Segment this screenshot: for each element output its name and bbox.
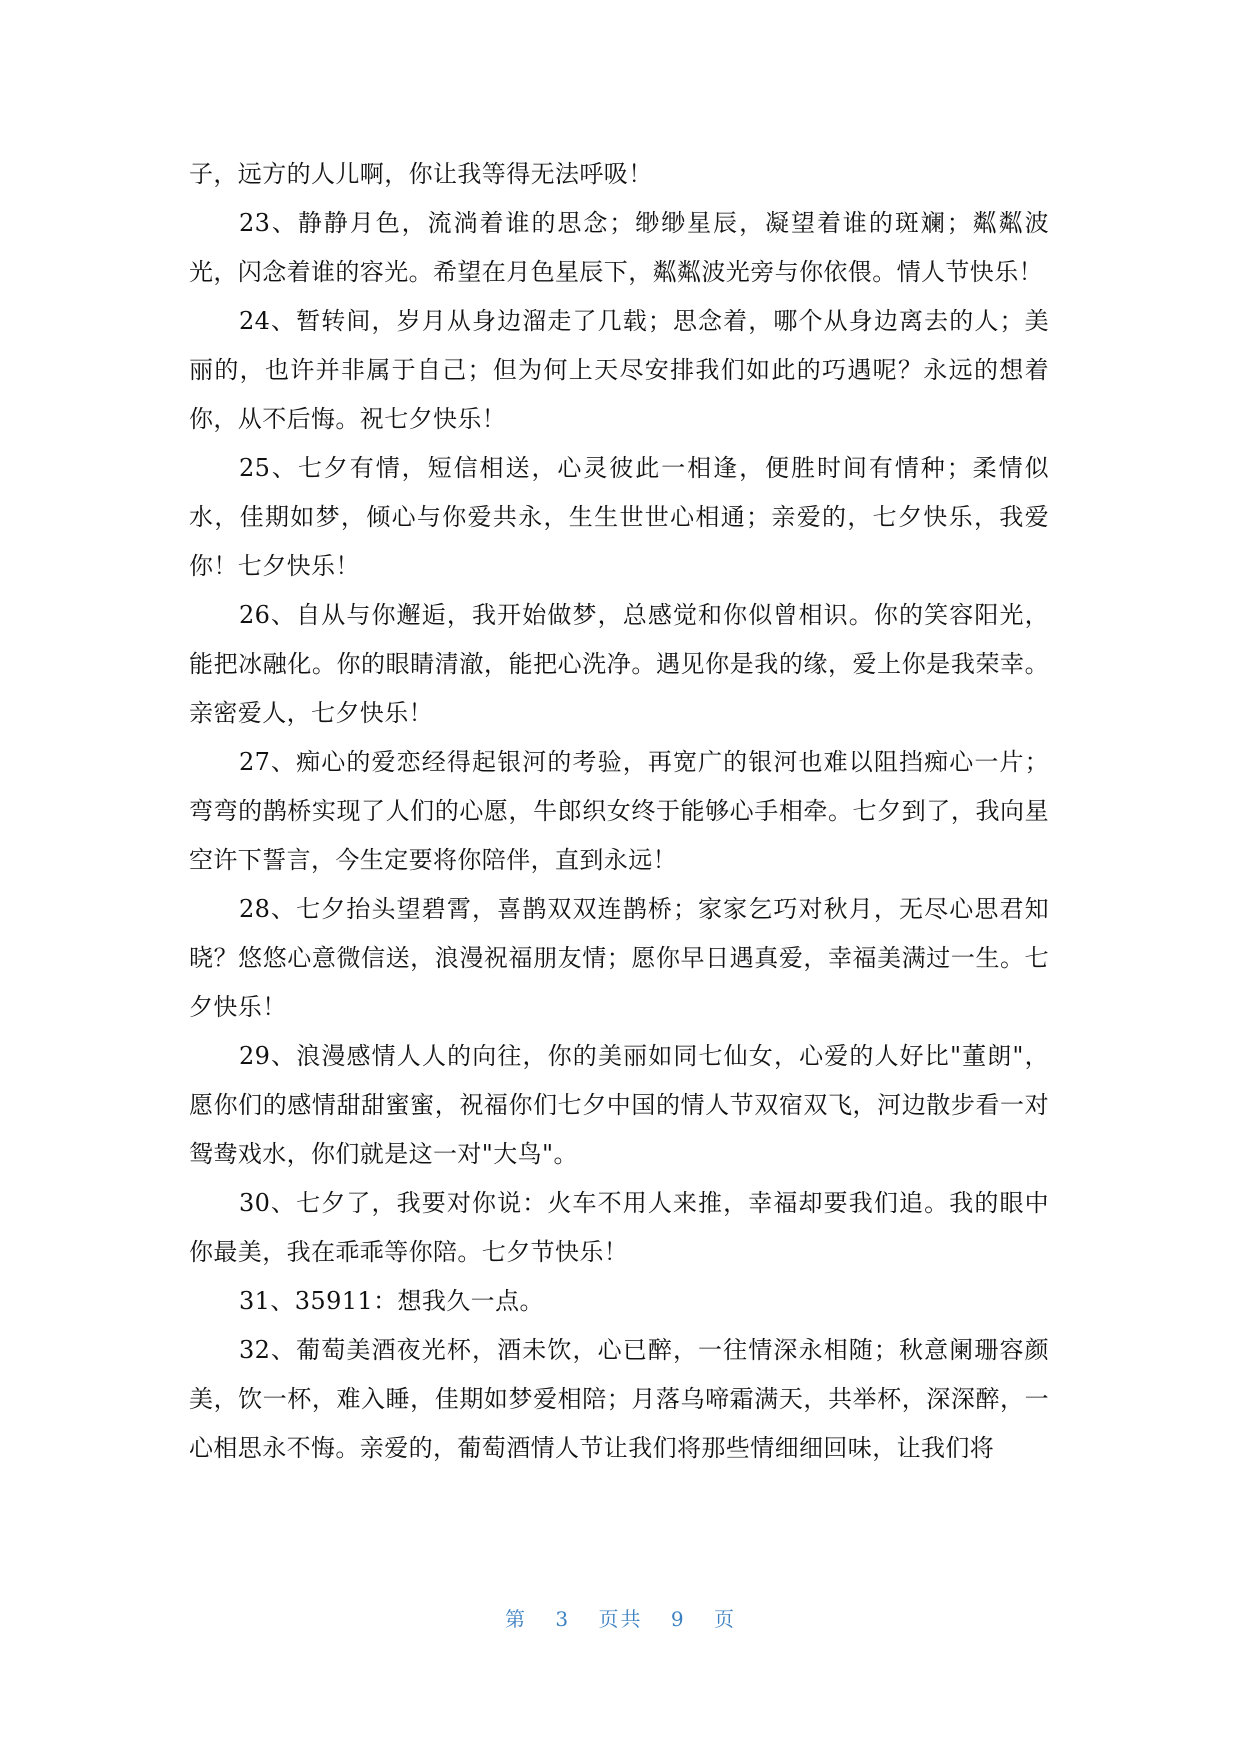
document-body [189,150,1049,1473]
paragraph-26: 26、自从与你邂逅，我开始做梦，总感觉和你似曾相识。你的笑容阳光，能把冰融化。你的眼睛清澈，能把心洗净。遇见你是我的缘，爱上你是我荣幸。亲密爱人，七夕快乐！ [189,601,1049,727]
footer-label-pages: 页 [713,1607,736,1631]
page-footer [0,1603,1241,1632]
paragraph-25: 25、七夕有情，短信相送，心灵彼此一相逢，便胜时间有情种；柔情似水，佳期如梦，倾心与你爱共永，生生世世心相通；亲爱的，七夕快乐，我爱你！七夕快乐！ [189,454,1049,580]
footer-current-page: 3 [555,1607,571,1631]
footer-total-pages: 9 [670,1607,686,1631]
paragraph-27: 27、痴心的爱恋经得起银河的考验，再宽广的银河也难以阻挡痴心一片；弯弯的鹊桥实现了人们的心愿，牛郎织女终于能够心手相牵。七夕到了，我向星空许下誓言，今生定要将你陪伴，直到永远！ [189,748,1049,874]
footer-label-page: 第 [505,1607,528,1631]
footer-label-of: 页共 [598,1607,643,1631]
paragraph-30: 30、七夕了，我要对你说：火车不用人来推，幸福却要我们追。我的眼中你最美，我在乖乖等你陪。七夕节快乐！ [189,1189,1049,1266]
paragraph-28: 28、七夕抬头望碧霄，喜鹊双双连鹊桥；家家乞巧对秋月，无尽心思君知晓？悠悠心意微信送，浪漫祝福朋友情；愿你早日遇真爱，幸福美满过一生。七夕快乐！ [189,895,1049,1021]
paragraph-continuation: 子，远方的人儿啊，你让我等得无法呼吸！ [189,160,653,188]
paragraph-24: 24、暂转间，岁月从身边溜走了几载；思念着，哪个从身边离去的人；美丽的，也许并非属于自己；但为何上天尽安排我们如此的巧遇呢？永远的想着你，从不后悔。祝七夕快乐！ [189,307,1049,433]
paragraph-23: 23、静静月色，流淌着谁的思念；缈缈星辰，凝望着谁的斑斓；粼粼波光，闪念着谁的容光。希望在月色星辰下，粼粼波光旁与你依偎。情人节快乐！ [189,209,1049,286]
paragraph-29: 29、浪漫感情人人的向往，你的美丽如同七仙女，心爱的人好比"董朗"，愿你们的感情甜甜蜜蜜，祝福你们七夕中国的情人节双宿双飞，河边散步看一对鸳鸯戏水，你们就是这一对"大鸟"。 [189,1042,1049,1168]
paragraph-31: 31、35911：想我久一点。 [239,1287,544,1315]
paragraph-32: 32、葡萄美酒夜光杯，酒未饮，心已醉，一往情深永相随；秋意阑珊容颜美，饮一杯，难入睡，佳期如梦爱相陪；月落乌啼霜满天，共举杯，深深醉，一心相思永不悔。亲爱的，葡萄酒情人节让我们将那些情细细回味，让我们将 [189,1336,1049,1462]
